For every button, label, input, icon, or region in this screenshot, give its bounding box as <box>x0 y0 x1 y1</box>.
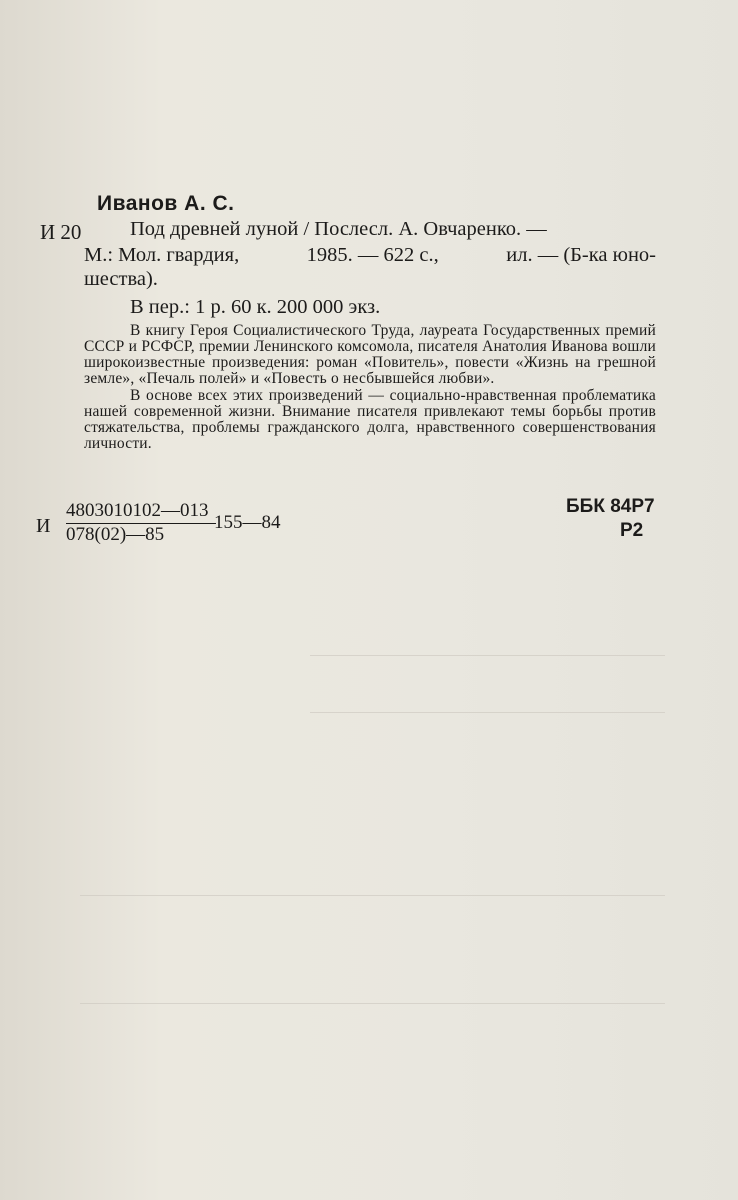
show-through-rule <box>310 655 665 656</box>
annotation-paragraph: В книгу Героя Социалистического Труда, лауреата Государственных премий СССР и РСФСР, премии Ленинского комсомола, писателя Анатолия Иванова вошли широкоизвестные произведения: роман «Повитель», повести «Жизнь на грешной земле», «Печаль полей» и «Повесть о несбывшейся любви». <box>84 322 656 387</box>
show-through-rule <box>80 1003 665 1004</box>
title-line-1: Под древней луной / Послесл. А. Овчаренко. — <box>130 218 547 240</box>
isbn-tail: 155—84 <box>214 512 281 533</box>
isbn-numerator: 4803010102—013 <box>66 500 216 524</box>
author-name: Иванов А. С. <box>97 192 235 215</box>
annotation <box>84 323 656 452</box>
title-line-2-part: ил. — (Б-ка юно- <box>506 244 656 266</box>
annotation-paragraph: В основе всех этих произведений — социально-нравственная проблематика нашей современной жизни. Внимание писателя привлекают темы борьбы против стяжательства, проблемы гражданского долга, нравственного совершенствования личности. <box>84 387 656 452</box>
price-and-print-run: В пер.: 1 р. 60 к. 200 000 экз. <box>130 296 381 318</box>
catalog-code: И 20 <box>40 220 82 244</box>
isbn-mark: И <box>36 515 51 537</box>
title-line-2-part: М.: Мол. гвардия, <box>84 244 240 266</box>
bbk-sub-index: Р2 <box>620 520 644 541</box>
bbk-index: ББК 84Р7 <box>566 496 655 517</box>
isbn-denominator: 078(02)—85 <box>66 524 165 545</box>
show-through-rule <box>310 712 665 713</box>
title-line-3: шества). <box>84 268 158 290</box>
title-line-2-part: 1985. — 622 с., <box>306 244 439 266</box>
show-through-rule <box>80 895 665 896</box>
title-line-2 <box>84 244 656 267</box>
